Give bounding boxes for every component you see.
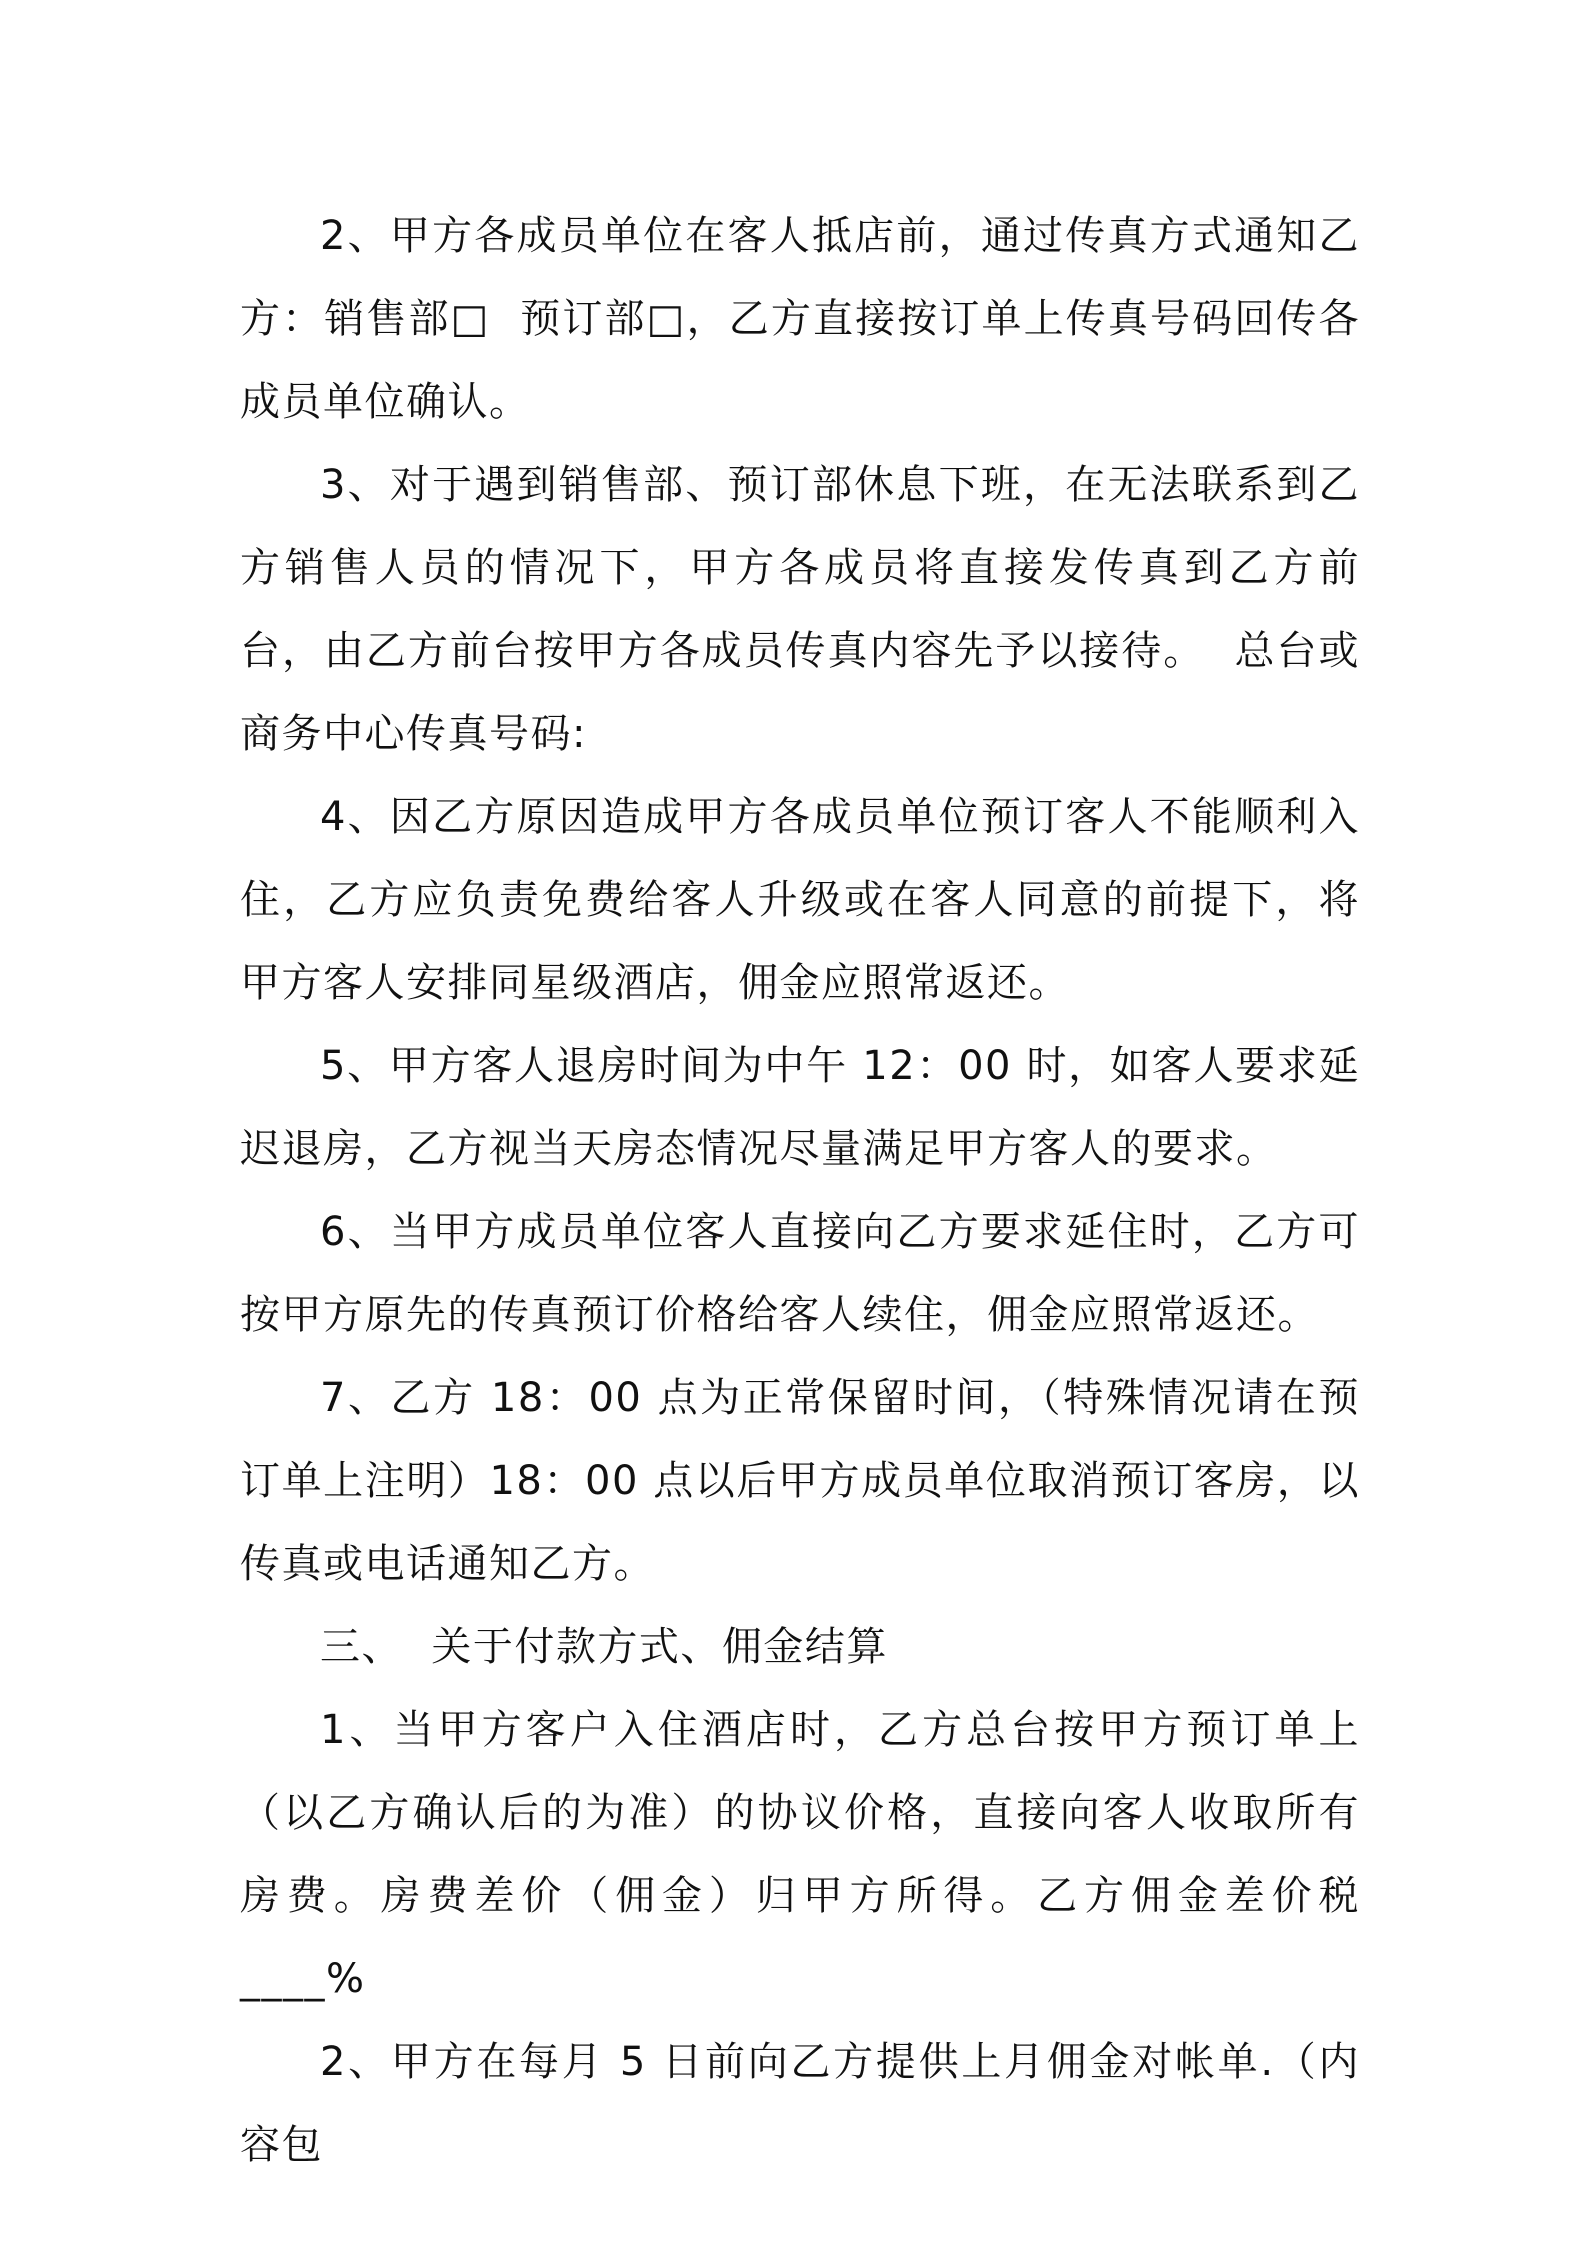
clause-4-failed-checkin: 4、因乙方原因造成甲方各成员单位预订客人不能顺利入住，乙方应负责免费给客人升级或在客人同意的前提下，将甲方客人安排同星级酒店，佣金应照常返还。 xyxy=(240,794,1360,1006)
clause-2-fax-notification: 2、甲方各成员单位在客人抵店前，通过传真方式通知乙方：销售部□ 预订部□，乙方直接按订单上传真号码回传各成员单位确认。 xyxy=(240,213,1360,425)
document-body xyxy=(240,195,1360,2187)
clause-5-checkout-time: 5、甲方客人退房时间为中午 12：00 时，如客人要求延迟退房，乙方视当天房态情况尽量满足甲方客人的要求。 xyxy=(240,1043,1360,1172)
payment-clause-2-commission-statement: 2、甲方在每月 5 日前向乙方提供上月佣金对帐单.（内容包 xyxy=(240,2039,1360,2168)
clause-6-stay-extension: 6、当甲方成员单位客人直接向乙方要求延住时，乙方可按甲方原先的传真预订价格给客人续住，佣金应照常返还。 xyxy=(240,1209,1360,1338)
payment-clause-1-room-fees: 1、当甲方客户入住酒店时，乙方总台按甲方预订单上（以乙方确认后的为准）的协议价格，直接向客人收取所有房费。房费差价（佣金）归甲方所得。乙方佣金差价税____% xyxy=(240,1707,1360,2002)
clause-7-reservation-hold: 7、乙方 18：00 点为正常保留时间，（特殊情况请在预订单上注明）18：00 点以后甲方成员单位取消预订客房，以传真或电话通知乙方。 xyxy=(240,1375,1360,1587)
section-heading-payment: 三、 关于付款方式、佣金结算 xyxy=(320,1624,888,1670)
clause-3-after-hours-fax: 3、对于遇到销售部、预订部休息下班，在无法联系到乙方销售人员的情况下，甲方各成员将直接发传真到乙方前台，由乙方前台按甲方各成员传真内容先予以接待。 总台或商务中心传真号码: xyxy=(240,462,1360,757)
